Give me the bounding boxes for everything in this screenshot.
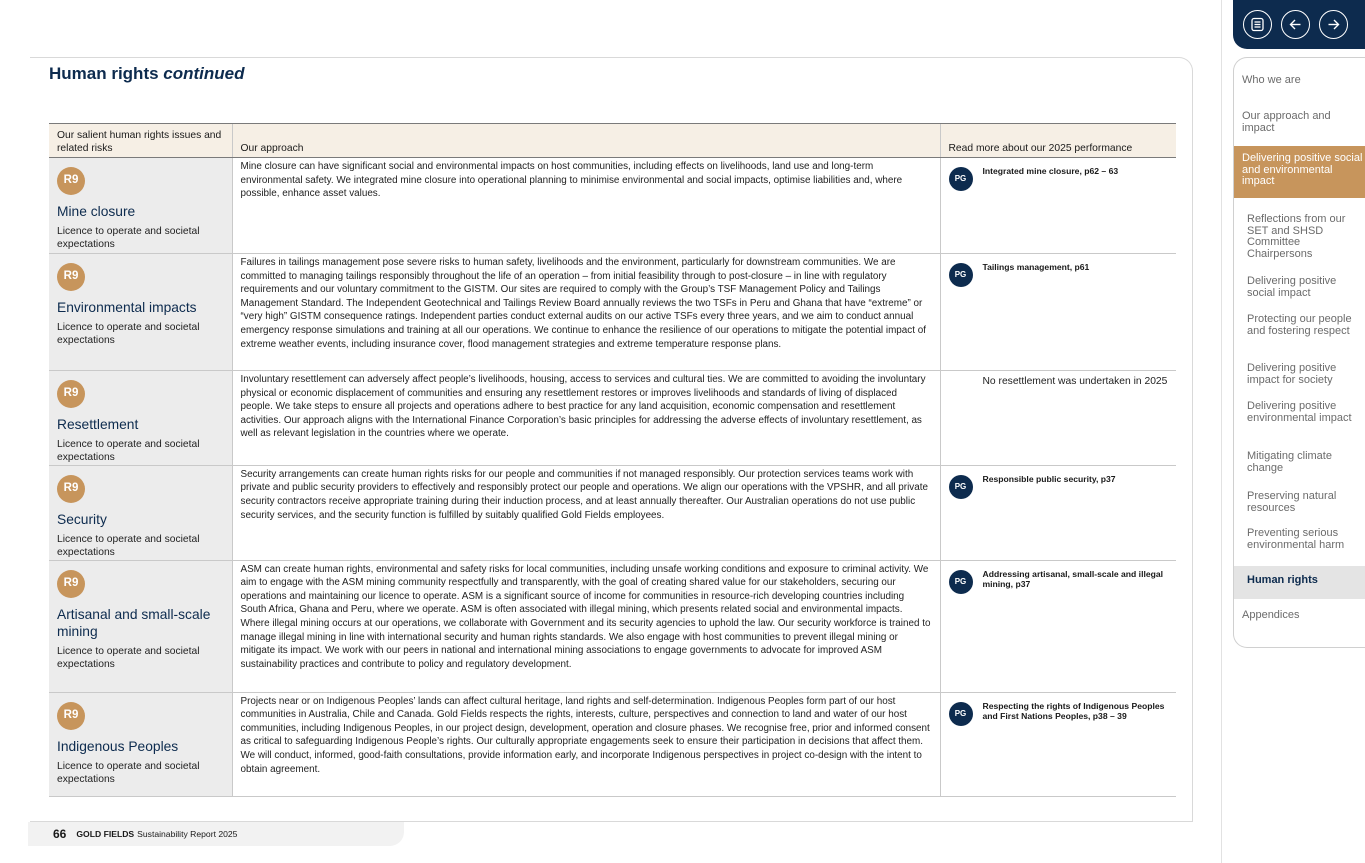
approach-text: Security arrangements can create human rights risks for our people and communities if not managed responsibly. Our protection services teams work with private and public security providers to effectively and responsibly protect our people and operations. We align our operations with the VPSHR, and all private security contractors receive appropriate training during their induction process, and at least annually thereafter. Our Australian operations do not use public security services, and the security function is fulfilled by suitably qualified Gold Fields employees. — [232, 465, 940, 560]
sidebar-item-social-impact[interactable]: Delivering positive social impact — [1247, 275, 1337, 299]
section-sidebar — [1233, 57, 1365, 648]
back-arrow-icon[interactable] — [1281, 10, 1310, 39]
risk-badge: R9 — [57, 702, 85, 730]
performance-cell — [940, 560, 1176, 692]
sidebar-divider — [1221, 0, 1222, 863]
pg-icon: PG — [949, 570, 973, 594]
performance-cell — [940, 371, 1176, 466]
pg-icon: PG — [949, 702, 973, 726]
approach-text: ASM can create human rights, environmental and safety risks for local communities, including unsafe working conditions and exposure to criminal activity. We aim to engage with the ASM mining community respectfully and transparently, with the goal of creating shared value for our stakeholders, securing our operations and maintaining our licence to operate. ASM is a significant source of income for communities in resource-rich developing countries including South Africa, Ghana and Peru, where we operate. ASM is often associated with illegal mining, which presents related social and environmental impacts. Where illegal mining occurs at our operations, we collaborate with Government and its security agencies to uphold the law. Our security workforce is trained to manage illegal mining in line with international security and human rights standards. We also engage with host communities to prevent illegal mining or mitigate its impact. We work with our peers in national and international mining associations to engage governments to advocate for improved ASM sustainability practices and contribute to policy and regulatory development. — [232, 560, 940, 692]
risk-cell — [49, 692, 232, 796]
risk-subtitle: Licence to operate and societal expectations — [57, 645, 200, 671]
page-title-suffix: continued — [163, 64, 245, 83]
risk-badge: R9 — [57, 570, 85, 598]
performance-link-text: Addressing artisanal, small-scale and illegal mining, p37 — [982, 568, 1164, 590]
performance-link[interactable] — [949, 701, 1169, 726]
sidebar-item-environmental-impact[interactable]: Delivering positive environmental impact — [1247, 400, 1352, 424]
risk-subtitle: Licence to operate and societal expectations — [57, 760, 200, 786]
performance-note: No resettlement was undertaken in 2025 — [982, 376, 1168, 387]
table-row — [49, 254, 1176, 371]
risk-name: Resettlement — [57, 417, 139, 432]
risk-subtitle: Licence to operate and societal expectations — [57, 226, 200, 251]
risk-cell — [49, 254, 232, 371]
table-row — [49, 560, 1176, 692]
performance-link-text: Integrated mine closure, p62 – 63 — [982, 166, 1119, 176]
header-issues: Our salient human rights issues and related risks — [49, 124, 232, 158]
risk-name: Environmental impacts — [57, 300, 197, 315]
contents-icon[interactable] — [1243, 10, 1272, 39]
sidebar-item-delivering-positive-impact[interactable]: Delivering positive social and environmental impact — [1234, 146, 1365, 198]
table-row — [49, 158, 1176, 254]
sidebar-item-natural-resources[interactable]: Preserving natural resources — [1247, 490, 1337, 514]
performance-cell — [940, 692, 1176, 796]
sidebar-item-who-we-are[interactable]: Who we are — [1242, 74, 1301, 86]
approach-text: Failures in tailings management pose severe risks to human safety, livelihoods and the environment, particularly for downstream communities. We are committed to managing tailings responsibly throughout the life of an operation – from initial feasibility through to post-closure – in line with regulatory requirements and our voluntary commitment to the GISTM. Our sites are required to comply with the Group’s TSF Management Policy and Tailings Management Standard. The Independent Geotechnical and Tailings Review Board annually reviews the two TSFs in Peru and Ghana that have “extreme” or “very high” GISTM consequence ratings. Independent parties conduct external audits on our active TSFs every three years, and we aim to conduct annual emergency response simulations and training at all our operations. We continue to enhance the resilience of our operations to mitigate the potential impact of extreme weather events, including insurance cover, flood management strategies and extreme temperature response plans. — [232, 254, 940, 371]
sidebar-item-appendices[interactable]: Appendices — [1242, 609, 1300, 621]
page-number: 66 — [53, 827, 67, 841]
pg-icon: PG — [949, 263, 973, 287]
risk-cell — [49, 465, 232, 560]
performance-cell — [940, 254, 1176, 371]
header-performance: Read more about our 2025 performance — [940, 124, 1176, 158]
performance-cell — [940, 465, 1176, 560]
sidebar-item-environmental-harm[interactable]: Preventing serious environmental harm — [1247, 527, 1345, 551]
approach-text: Projects near or on Indigenous Peoples’ lands can affect cultural heritage, land rights and self-determination. Indigenous Peoples form part of our host communities in Australia, Chile and Canada. Gold Fields respects the rights, interests, culture, perspectives and connection to land and water of our host communities, including Indigenous Peoples, in our project design, development, operation and closure phases. We recognise free, prior and informed consent as critical to safeguarding Indigenous People’s rights. Our culturally appropriate engagements seek to ensure their participation in decisions that affect them. We will conduct, informed, good-faith consultations, provide information early, and incorporate Indigenous perspectives in project co-design with the intent to obtain agreement. — [232, 692, 940, 796]
sidebar-item-reflections[interactable]: Reflections from our SET and SHSD Committee Chairpersons — [1247, 213, 1346, 260]
header-approach: Our approach — [232, 124, 940, 158]
sidebar-item-protecting-people[interactable]: Protecting our people and fostering respect — [1247, 313, 1352, 337]
performance-cell — [940, 158, 1176, 254]
table-row — [49, 465, 1176, 560]
risk-badge: R9 — [57, 167, 85, 195]
sidebar-item-impact-society[interactable]: Delivering positive impact for society — [1247, 362, 1337, 386]
risk-cell — [49, 158, 232, 254]
top-navigation — [1233, 0, 1365, 49]
table-row — [49, 692, 1176, 796]
risk-cell — [49, 371, 232, 466]
risk-subtitle: Licence to operate and societal expectations — [57, 533, 200, 559]
risk-name: Indigenous Peoples — [57, 738, 179, 754]
sidebar-item-human-rights[interactable]: Human rights — [1234, 566, 1365, 599]
approach-text: Involuntary resettlement can adversely affect people’s livelihoods, housing, access to services and cultural ties. We are committed to avoiding the involuntary physical or economic displacement of communities and ensuring any resettlement restores or improves livelihoods and standards of living of displaced people. We take steps to ensure all projects and operations adhere to best practice for any land acquisition, economic compensation and resettlement activities. Our approach aligns with the International Finance Corporation’s basic principles for addressing the adverse effects of involuntary resettlement, as well as relevant legislation in the countries where we operate. — [232, 371, 940, 466]
page-title-main: Human rights — [49, 64, 159, 83]
forward-arrow-icon[interactable] — [1319, 10, 1348, 39]
pg-icon: PG — [949, 475, 973, 499]
approach-text: Mine closure can have significant social and environmental impacts on host communities, including effects on livelihoods, land use and long-term environmental safety. We integrated mine closure into operational planning to minimise environmental and social impacts, optimise liabilities and, where possible, enhance asset values. — [232, 158, 940, 254]
page-footer — [28, 822, 404, 846]
performance-link[interactable] — [949, 569, 1169, 594]
footer-brand: GOLD FIELDS — [76, 829, 135, 839]
risk-cell — [49, 560, 232, 692]
performance-link[interactable] — [949, 262, 1169, 287]
pg-icon: PG — [949, 167, 973, 191]
sidebar-item-climate-change[interactable]: Mitigating climate change — [1247, 450, 1332, 474]
page-title — [49, 64, 245, 84]
risk-badge: R9 — [57, 475, 85, 503]
table-row — [49, 371, 1176, 466]
risk-name: Security — [57, 511, 107, 527]
performance-link-text: Tailings management, p61 — [982, 262, 1090, 272]
performance-link-text: Responsible public security, p37 — [982, 473, 1116, 484]
performance-link-text: Respecting the rights of Indigenous Peoples and First Nations Peoples, p38 – 39 — [982, 700, 1165, 722]
risk-name: Artisanal and small-scale mining — [57, 606, 211, 639]
risk-badge: R9 — [57, 263, 85, 291]
footer-report-title: Sustainability Report 2025 — [137, 829, 238, 839]
risk-subtitle: Licence to operate and societal expectations — [57, 439, 200, 464]
human-rights-table — [49, 123, 1176, 797]
performance-link[interactable] — [949, 166, 1169, 191]
risk-name: Mine closure — [57, 204, 136, 219]
risk-badge: R9 — [57, 380, 85, 408]
risk-subtitle: Licence to operate and societal expectations — [57, 322, 200, 347]
performance-link[interactable] — [949, 474, 1169, 499]
sidebar-item-our-approach[interactable]: Our approach and impact — [1242, 110, 1331, 134]
table-header-row — [49, 124, 1176, 158]
